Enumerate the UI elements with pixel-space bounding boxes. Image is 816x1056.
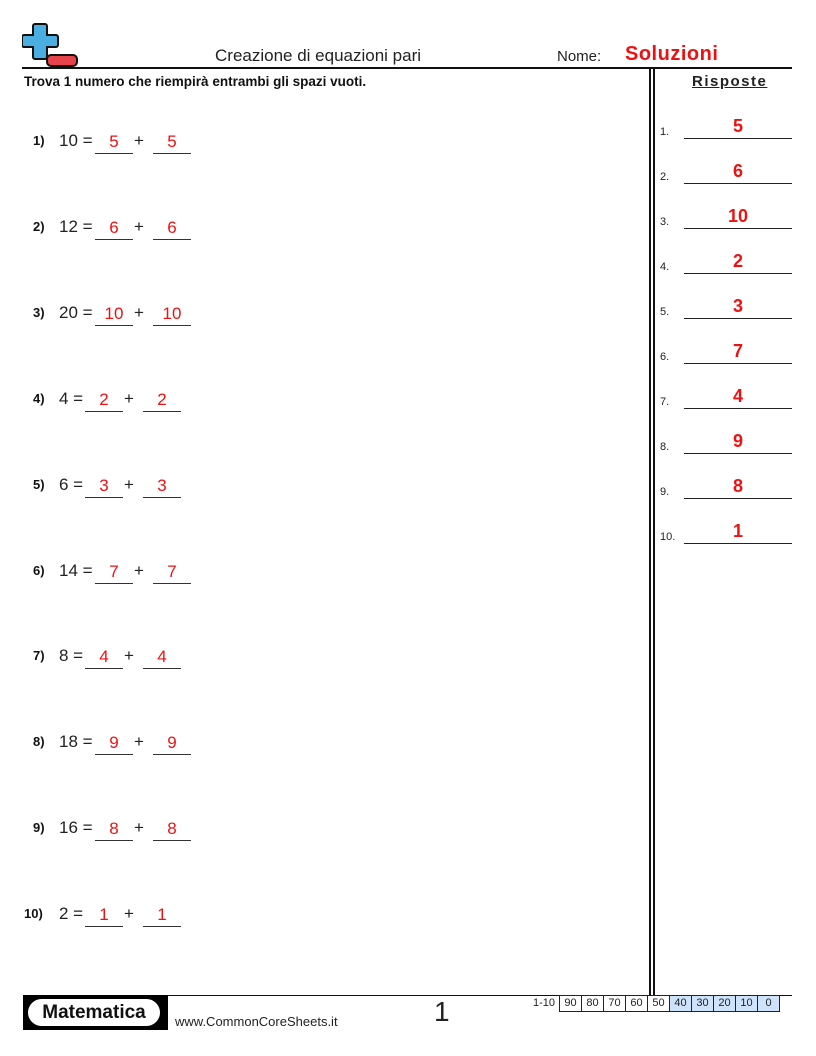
answer-key-line: [684, 498, 792, 499]
answer-key-line: [684, 228, 792, 229]
answer-key-value: 6: [732, 161, 743, 181]
answer-blank-2[interactable]: 10: [153, 305, 191, 326]
name-value: Soluzioni: [625, 43, 719, 65]
problem-total: 10 =: [59, 131, 93, 150]
answer-key-line: [684, 138, 792, 139]
score-cell: 50: [647, 995, 669, 1012]
answer-blank-1[interactable]: 6: [95, 219, 133, 240]
answer-key-line: [684, 183, 792, 184]
score-cell: 90: [559, 995, 581, 1012]
problem-total: 18 =: [59, 732, 93, 751]
score-cell: 80: [581, 995, 603, 1012]
problem-row: [0, 219, 640, 249]
answer-key-value: 4: [732, 386, 743, 406]
answer-key-line: [684, 318, 792, 319]
answer-key-value: 5: [732, 116, 743, 136]
score-label: 1-10: [533, 997, 556, 1009]
answer-key-value: 3: [732, 296, 743, 316]
problem-row: [0, 563, 640, 593]
problem-total: 6 =: [59, 475, 84, 494]
name-label: Nome:: [557, 48, 602, 65]
plus-sign: +: [134, 303, 144, 322]
answer-blank-2[interactable]: 9: [153, 734, 191, 755]
answer-blank-1[interactable]: 1: [85, 906, 123, 927]
score-cell: 20: [713, 995, 735, 1012]
answer-key-line: [684, 453, 792, 454]
problem-number: 1): [33, 133, 45, 148]
plus-sign: +: [134, 561, 144, 580]
problem-total: 8 =: [59, 646, 84, 665]
answer-blank-2[interactable]: 6: [153, 219, 191, 240]
answer-key-line: [684, 408, 792, 409]
plus-sign: +: [134, 217, 144, 236]
answer-key-number: 8.: [660, 441, 670, 453]
answer-key-row: [660, 163, 795, 187]
answer-key-row: [660, 253, 795, 277]
answer-key-number: 7.: [660, 396, 670, 408]
answer-key-number: 6.: [660, 351, 670, 363]
problem-row: [0, 133, 640, 163]
brand-label: Matematica: [28, 999, 160, 1026]
header-rule: [22, 67, 792, 69]
answer-key-line: [684, 273, 792, 274]
column-divider: [653, 69, 655, 996]
page-number: 1: [434, 996, 450, 1027]
problem-row: [0, 648, 640, 678]
answer-blank-2[interactable]: 4: [143, 648, 181, 669]
problem-number: 7): [33, 648, 45, 663]
answer-key-row: [660, 478, 795, 502]
problem-row: [0, 820, 640, 850]
answer-key-number: 4.: [660, 261, 670, 273]
answer-blank-1[interactable]: 9: [95, 734, 133, 755]
answer-blank-2[interactable]: 3: [143, 477, 181, 498]
answer-blank-2[interactable]: 1: [143, 906, 181, 927]
answer-blank-1[interactable]: 10: [95, 305, 133, 326]
worksheet-title: Creazione di equazioni pari: [215, 46, 422, 65]
problem-number: 6): [33, 563, 45, 578]
answer-blank-1[interactable]: 7: [95, 563, 133, 584]
problem-number: 3): [33, 305, 45, 320]
answer-blank-1[interactable]: 2: [85, 391, 123, 412]
answer-key-row: [660, 343, 795, 367]
plus-sign: +: [124, 646, 134, 665]
answer-key-value: 1: [732, 521, 743, 541]
answer-blank-2[interactable]: 8: [153, 820, 191, 841]
plus-minus-logo-icon: [22, 22, 80, 68]
answer-blank-1[interactable]: 4: [85, 648, 123, 669]
problem-total: 14 =: [59, 561, 93, 580]
score-cell: 30: [691, 995, 713, 1012]
answer-key-number: 9.: [660, 486, 670, 498]
answer-key-value: 9: [732, 431, 743, 451]
answer-key-value: 8: [732, 476, 743, 496]
plus-sign: +: [124, 904, 134, 923]
problem-number: 10): [24, 906, 43, 921]
problem-number: 5): [33, 477, 45, 492]
problem-number: 2): [33, 219, 45, 234]
answers-title: Risposte: [692, 73, 768, 90]
score-table: [533, 995, 780, 1011]
answer-key-line: [684, 543, 792, 544]
answer-key-row: [660, 388, 795, 412]
answer-key-row: [660, 118, 795, 142]
answer-key-row: [660, 298, 795, 322]
answer-key-number: 10.: [660, 531, 676, 543]
score-cell: 40: [669, 995, 691, 1012]
plus-sign: +: [134, 732, 144, 751]
plus-sign: +: [134, 818, 144, 837]
answer-blank-1[interactable]: 3: [85, 477, 123, 498]
problem-row: [0, 477, 640, 507]
answer-key-value: 10: [727, 206, 749, 226]
problem-number: 9): [33, 820, 45, 835]
problem-total: 20 =: [59, 303, 93, 322]
answer-blank-1[interactable]: 5: [95, 133, 133, 154]
score-cell: 0: [757, 995, 780, 1012]
answer-key-number: 3.: [660, 216, 670, 228]
problem-row: [0, 906, 640, 936]
plus-sign: +: [124, 475, 134, 494]
answer-key-row: [660, 208, 795, 232]
problem-row: [0, 734, 640, 764]
problem-number: 8): [33, 734, 45, 749]
score-cell: 60: [625, 995, 647, 1012]
problem-total: 12 =: [59, 217, 93, 236]
problem-row: [0, 391, 640, 421]
answer-key-line: [684, 363, 792, 364]
answer-blank-2[interactable]: 7: [153, 563, 191, 584]
site-url: www.CommonCoreSheets.it: [175, 1014, 338, 1029]
answer-blank-2[interactable]: 5: [153, 133, 191, 154]
score-cell: 70: [603, 995, 625, 1012]
problem-number: 4): [33, 391, 45, 406]
column-divider: [649, 69, 651, 996]
plus-sign: +: [134, 131, 144, 150]
problem-total: 16 =: [59, 818, 93, 837]
problem-total: 4 =: [59, 389, 84, 408]
answer-key-number: 2.: [660, 171, 670, 183]
plus-sign: +: [124, 389, 134, 408]
score-cell: 10: [735, 995, 757, 1012]
answer-key-number: 5.: [660, 306, 670, 318]
answer-key-number: 1.: [660, 126, 670, 138]
problem-row: [0, 305, 640, 335]
answer-blank-2[interactable]: 2: [143, 391, 181, 412]
answer-blank-1[interactable]: 8: [95, 820, 133, 841]
answer-key-row: [660, 433, 795, 457]
answer-key-value: 2: [732, 251, 743, 271]
answer-key-row: [660, 523, 795, 547]
answer-key-value: 7: [732, 341, 743, 361]
instructions: Trova 1 numero che riempirà entrambi gli spazi vuoti.: [24, 74, 367, 89]
problem-total: 2 =: [59, 904, 84, 923]
